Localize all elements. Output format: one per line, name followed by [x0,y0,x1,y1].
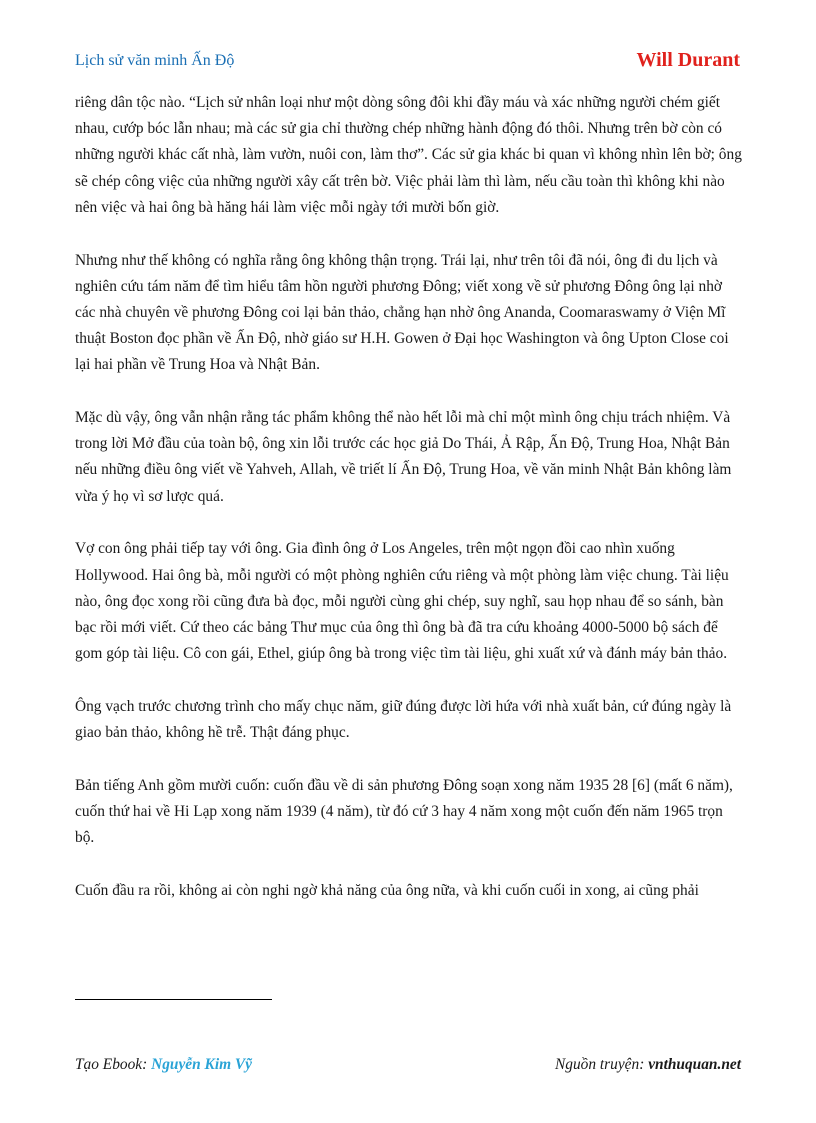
paragraph: Vợ con ông phải tiếp tay với ông. Gia đình ông ở Los Angeles, trên một ngọn đồi cao nhìn xuống Hollywood. Hai ông bà, mỗi người có một phòng nghiên cứu riêng và một phòng làm việc chung. Tài liệu nào, ông đọc xong rồi cũng đưa bà đọc, mỗi người cùng ghi chép, suy nghĩ, sau họp nhau để so sánh, bàn bạc rồi mới viết. Cứ theo các bảng Thư mục của ông thì ông bà đã tra cứu khoảng 4000-5000 bộ sách để gom góp tài liệu. Cô con gái, Ethel, giúp ông bà trong việc tìm tài liệu, ghi xuất xứ và đánh máy bản thảo. [75,540,729,663]
paragraph: Bản tiếng Anh gồm mười cuốn: cuốn đầu về di sản phương Đông soạn xong năm 1935 28 [6] (mất 6 năm), cuốn thứ hai về Hi Lạp xong năm 1939 (4 năm), từ đó cứ 3 hay 4 năm xong một cuốn đến năm 1965 trọn bộ. [75,776,733,847]
footnote-divider [75,999,272,1000]
ebook-colon: : [142,1056,152,1073]
ebook-credit [75,1056,252,1074]
source-site: vnthuquan.net [648,1056,741,1073]
ebook-label: Tạo Ebook [75,1056,143,1073]
paragraph: Cuốn đầu ra rồi, không ai còn nghi ngờ khả năng của ông nữa, và khi cuốn cuối in xong, ai cũng phải [75,881,699,899]
source-credit [555,1056,741,1074]
paragraph: Nhưng như thế không có nghĩa rằng ông không thận trọng. Trái lại, như trên tôi đã nói, ông đi du lịch và nghiên cứu tám năm để tìm hiểu tâm hồn người phương Đông; viết xong về sử phương Đông ông lại nhờ các nhà chuyên về phương Đông coi lại bản thảo, chẳng hạn nhờ ông Ananda, Coomaraswamy ở Viện Mĩ thuật Boston đọc phần về Ấn Độ, nhờ giáo sư H.H. Gowen ở Đại học Washington và ông Upton Close coi lại hai phần về Trung Hoa và Nhật Bản. [75,251,729,374]
paragraph: Ông vạch trước chương trình cho mấy chục năm, giữ đúng được lời hứa với nhà xuất bản, cứ đúng ngày là giao bản thảo, không hề trễ. Thật đáng phục. [75,697,732,742]
page-body [75,90,745,931]
paragraph: Mặc dù vậy, ông vẫn nhận rằng tác phẩm không thể nào hết lỗi mà chỉ một mình ông chịu trách nhiệm. Và trong lời Mở đầu của toàn bộ, ông xin lỗi trước các học giả Do Thái, Ả Rập, Ấn Độ, Trung Hoa, Nhật Bản nếu những điều ông viết về Yahveh, Allah, về triết lí Ấn Độ, Trung Hoa, về văn minh Nhật Bản không làm vừa ý họ vì sơ lược quá. [75,409,732,505]
paragraph: riêng dân tộc nào. “Lịch sử nhân loại như một dòng sông đôi khi đầy máu và xác những người chém giết nhau, cướp bóc lẫn nhau; mà các sử gia chỉ thường chép những hành động đó thôi. Nhưng trên bờ còn có những người khác cất nhà, làm vườn, nuôi con, làm thơ”. Các sử gia khác bi quan vì không nhìn lên bờ; ông sẽ chép công việc của những người xây cất trên bờ. Việc phải làm thì làm, nếu cầu toàn thì không khi nào nên việc và hai ông bà hăng hái làm việc mỗi ngày tới mười bốn giờ. [75,94,742,216]
ebook-creator-name: Nguyễn Kim Vỹ [151,1056,253,1073]
author-name: Will Durant [636,49,740,71]
source-label: Nguồn truyện [554,1056,640,1073]
source-colon: : [639,1056,649,1073]
book-title: Lịch sử văn minh Ấn Độ [75,52,235,69]
